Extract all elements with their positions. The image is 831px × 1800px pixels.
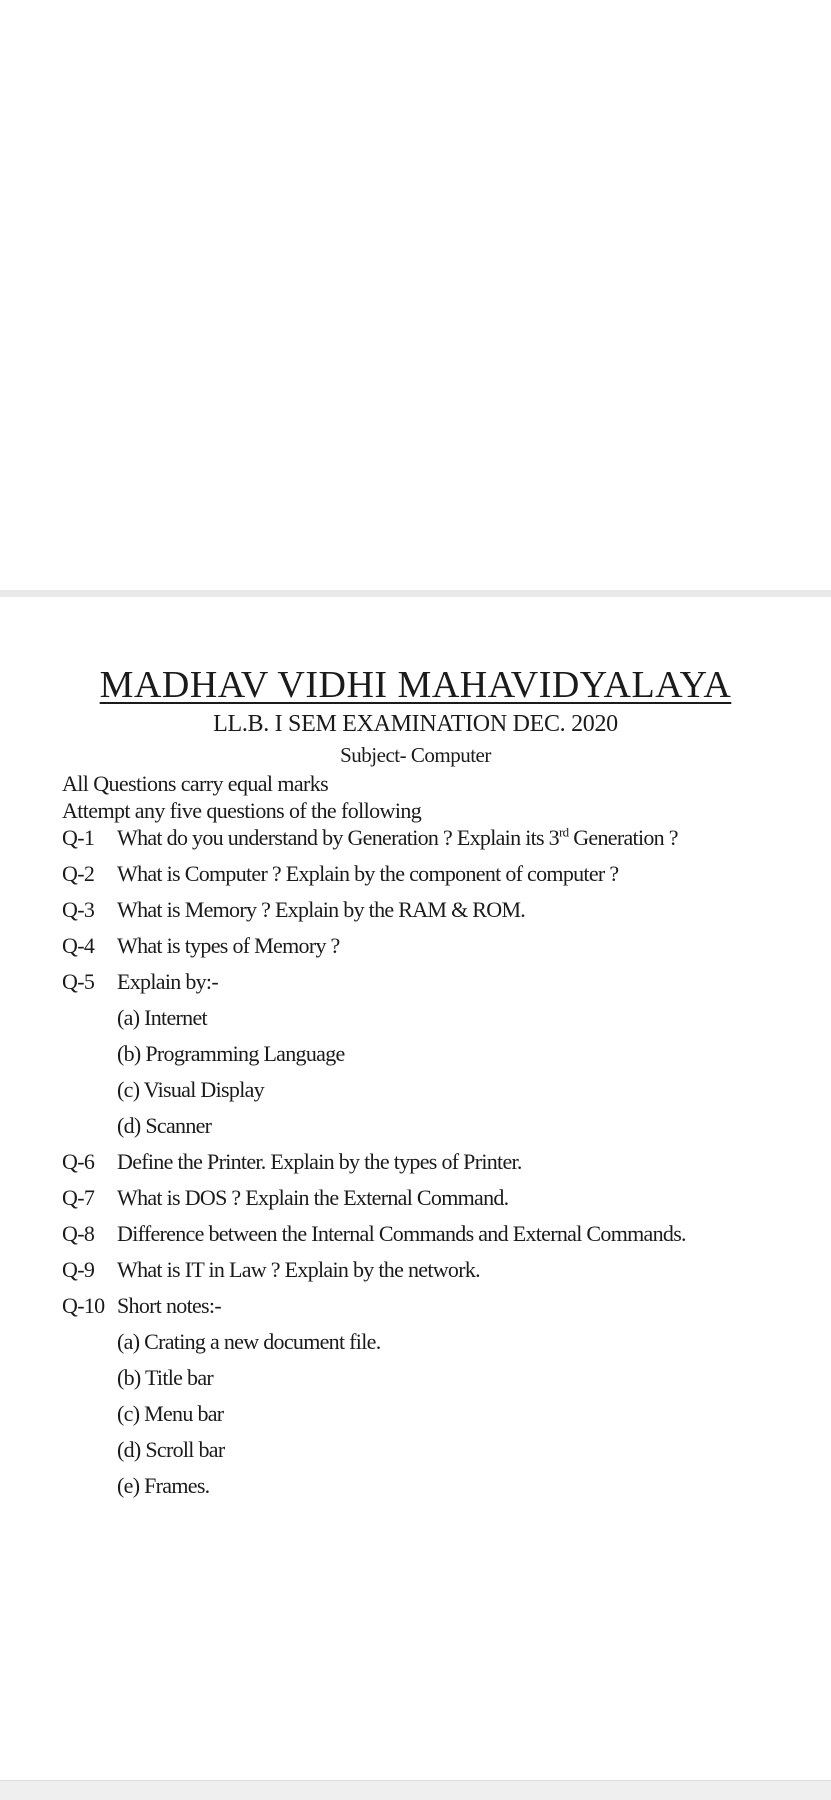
question-number: Q-8	[62, 1221, 95, 1246]
sub-item: (d) Scanner	[117, 1113, 212, 1138]
college-name: MADHAV VIDHI MAHAVIDYALAYA	[99, 664, 732, 706]
page-separator-bottom	[0, 1780, 831, 1800]
question-text: Short notes:-	[117, 1293, 221, 1318]
sub-item: (a) Internet	[117, 1005, 207, 1030]
exam-title: LL.B. I SEM EXAMINATION DEC. 2020	[213, 711, 618, 737]
sub-item: (e) Frames.	[117, 1473, 210, 1498]
instruction-attempt-five: Attempt any five questions of the following	[62, 798, 422, 823]
sub-item: (b) Programming Language	[117, 1041, 345, 1066]
ordinal-superscript: rd	[558, 824, 569, 840]
question-text: What do you understand by Generation ? Explain its 3rd Generation ?	[117, 824, 678, 850]
question-text: Define the Printer. Explain by the types of Printer.	[117, 1149, 522, 1174]
sub-item: (a) Crating a new document file.	[117, 1329, 381, 1354]
sub-item: (c) Visual Display	[117, 1077, 264, 1102]
sub-item: (d) Scroll bar	[117, 1437, 225, 1462]
question-number: Q-5	[62, 969, 95, 994]
question-text: What is Computer ? Explain by the component of computer ?	[117, 861, 619, 886]
question-text: What is IT in Law ? Explain by the network.	[117, 1257, 480, 1282]
instruction-equal-marks: All Questions carry equal marks	[62, 771, 329, 796]
sub-item: (c) Menu bar	[117, 1401, 224, 1426]
question-number: Q-10	[62, 1293, 105, 1318]
question-text: What is DOS ? Explain the External Command.	[117, 1185, 509, 1210]
question-number: Q-1	[62, 825, 95, 850]
question-text: What is Memory ? Explain by the RAM & ROM.	[117, 897, 526, 922]
question-number: Q-6	[62, 1149, 95, 1174]
page-separator	[0, 590, 831, 597]
exam-paper-page	[0, 597, 831, 1780]
subject-line: Subject- Computer	[340, 743, 491, 767]
question-text: Explain by:-	[117, 969, 218, 994]
question-number: Q-3	[62, 897, 95, 922]
question-number: Q-7	[62, 1185, 95, 1210]
question-number: Q-2	[62, 861, 95, 886]
question-text: Difference between the Internal Commands and External Commands.	[117, 1221, 686, 1246]
sub-item: (b) Title bar	[117, 1365, 214, 1390]
question-text: What is types of Memory ?	[117, 933, 340, 958]
blank-previous-page	[0, 0, 831, 590]
question-number: Q-4	[62, 933, 95, 958]
question-number: Q-9	[62, 1257, 95, 1282]
